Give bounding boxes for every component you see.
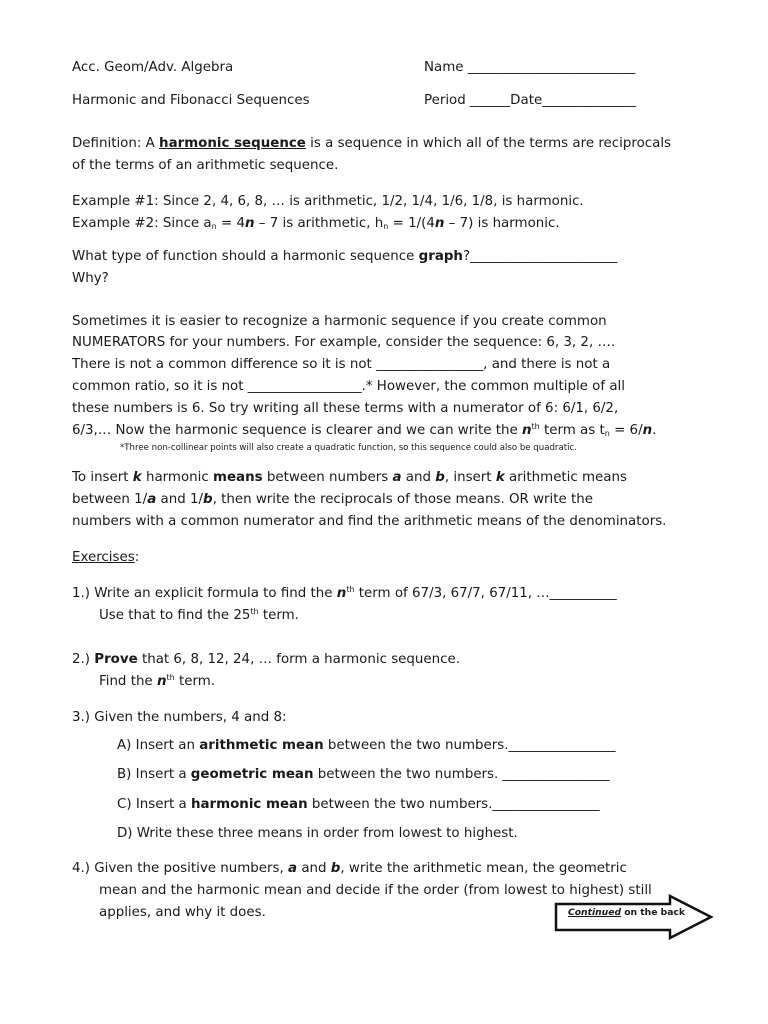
exercises-heading: Exercises: [72, 550, 140, 565]
paragraph-2-line-2: between 1/a and 1/b, then write the reciprocals of those means. OR write the [72, 492, 593, 507]
definition-line-1: Definition: A harmonic sequence is a sequence in which all of the terms are reciprocals [72, 136, 672, 151]
example-2: Example #2: Since $a_n = 4n - 7$ is arithmetic, $h_n = 1/(4n - 7)$ is harmonic. [72, 216, 560, 231]
exercise-3a: A) Insert an arithmetic mean between the two numbers.________________ [117, 738, 616, 753]
exercise-4-line-2: mean and the harmonic mean and decide if the order (from lowest to highest) still [99, 883, 652, 898]
why-question: Why? [72, 271, 109, 286]
paragraph-1-line-1: Sometimes it is easier to recognize a harmonic sequence if you create common [72, 314, 607, 329]
paragraph-1-line-4: common ratio, so it is not _________________.* However, the common multiple of all [72, 379, 625, 394]
worksheet-title: Harmonic and Fibonacci Sequences [72, 93, 310, 108]
exercise-3d: D) Write these three means in order from lowest to highest. [117, 826, 518, 841]
exercise-4-line-3: applies, and why it does. [99, 905, 266, 920]
exercise-1: 1.) Write an explicit formula to find the $n^{th}$ term of 67/3, 67/7, 67/11, …__________ [72, 585, 617, 601]
exercise-3c: C) Insert a harmonic mean between the two numbers.________________ [117, 797, 600, 812]
example-1: Example #1: Since 2, 4, 6, 8, … is arithmetic, 1/2, 1/4, 1/6, 1/8, is harmonic. [72, 194, 584, 209]
definition-line-2: of the terms of an arithmetic sequence. [72, 158, 339, 173]
exercise-4: 4.) Given the positive numbers, a and b, write the arithmetic mean, the geometric [72, 861, 627, 876]
paragraph-2-line-3: numbers with a common numerator and find the arithmetic means of the denominators. [72, 514, 667, 529]
harmonic-sequence-term: harmonic sequence [159, 136, 306, 151]
exercise-1-line-2: Use that to find the 25th term. [99, 607, 299, 623]
paragraph-1-line-3: There is not a common difference so it is not ________________, and there is not a [72, 357, 611, 372]
course-title: Acc. Geom/Adv. Algebra [72, 60, 234, 75]
paragraph-1-line-5: these numbers is 6. So try writing all these terms with a numerator of 6: 6/1, 6/2, [72, 401, 619, 416]
exercise-2-line-2: Find the $n^{th}$ term. [99, 673, 216, 689]
graph-word: graph [418, 249, 463, 264]
paragraph-1-line-6: 6/3,… Now the harmonic sequence is clearer and we can write the $n^{th}$ term as $t_n = 6/n$. [72, 422, 657, 438]
name-line: Name _________________________ [424, 60, 636, 75]
period-date-line: Period ______Date______________ [424, 93, 636, 108]
continued-on-back-label: Continued on the back [568, 907, 685, 918]
paragraph-2-line-1: To insert k harmonic means between numbers a and b, insert k arithmetic means [72, 470, 627, 485]
exercise-3: 3.) Given the numbers, 4 and 8: [72, 710, 287, 725]
exercise-3b: B) Insert a geometric mean between the two numbers. ________________ [117, 767, 610, 782]
graph-question: What type of function should a harmonic sequence graph?______________________ [72, 249, 618, 264]
footnote: *Three non-collinear points will also create a quadratic function, so this sequence could also be quadratic. [120, 443, 577, 453]
paragraph-1-line-2: NUMERATORS for your numbers. For example, consider the sequence: 6, 3, 2, …. [72, 335, 616, 350]
exercise-2: 2.) Prove that 6, 8, 12, 24, … form a harmonic sequence. [72, 652, 460, 667]
